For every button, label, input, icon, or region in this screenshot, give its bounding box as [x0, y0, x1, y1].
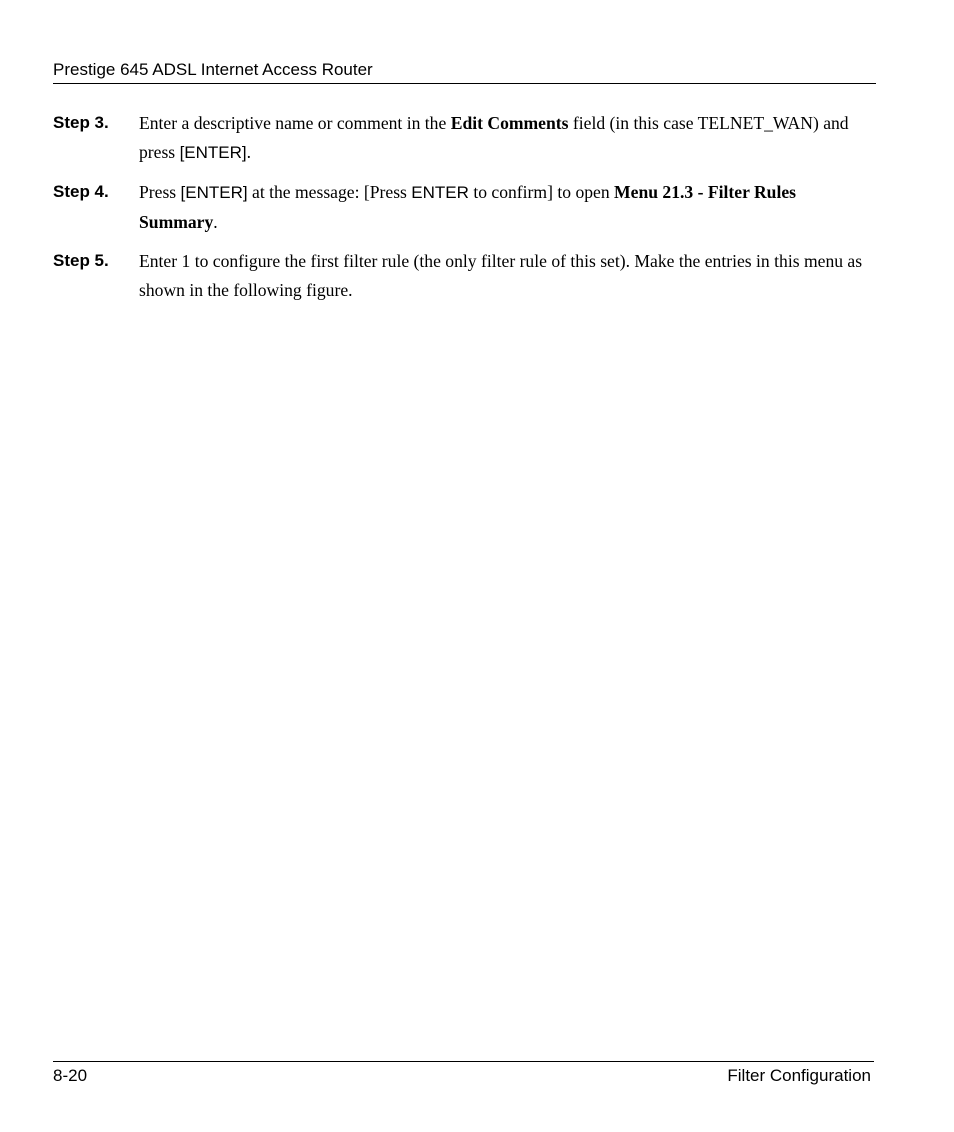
key-name: [ENTER] [179, 142, 247, 162]
step-text [139, 247, 878, 304]
step-item [53, 109, 878, 167]
text-run: field (in this case TELNET_WAN) and press [139, 113, 849, 162]
page-footer [53, 1061, 874, 1087]
key-name: ENTER [411, 183, 469, 202]
step-item [53, 247, 878, 304]
page-header [53, 59, 876, 84]
section-title: Filter Configuration [727, 1066, 871, 1085]
text-run: at the message: [Press [247, 182, 412, 202]
page-number: 8-20 [53, 1066, 88, 1085]
text-run: . [213, 211, 218, 232]
step-text [139, 109, 878, 167]
text-run: Enter a descriptive name or comment in the [139, 113, 451, 133]
step-item [53, 178, 878, 236]
step-text [139, 178, 878, 236]
text-run: Press [139, 182, 181, 202]
step-label: Step 4. [53, 182, 109, 201]
text-run: . [246, 141, 252, 162]
step-list [53, 109, 878, 315]
header-title: Prestige 645 ADSL Internet Access Router [53, 60, 373, 79]
menu-name: Menu 21.3 - Filter Rules Summary [139, 182, 796, 232]
text-run: to confirm] to open [468, 182, 615, 202]
step-label: Step 5. [53, 251, 109, 270]
ui-field-name: Edit Comments [450, 113, 569, 133]
text-run: Enter 1 to configure the first filter rule (the only filter rule of this set). Make the entries in this menu as shown in the following figure. [139, 251, 863, 300]
key-name: [ENTER] [180, 183, 248, 202]
step-label: Step 3. [53, 113, 109, 132]
